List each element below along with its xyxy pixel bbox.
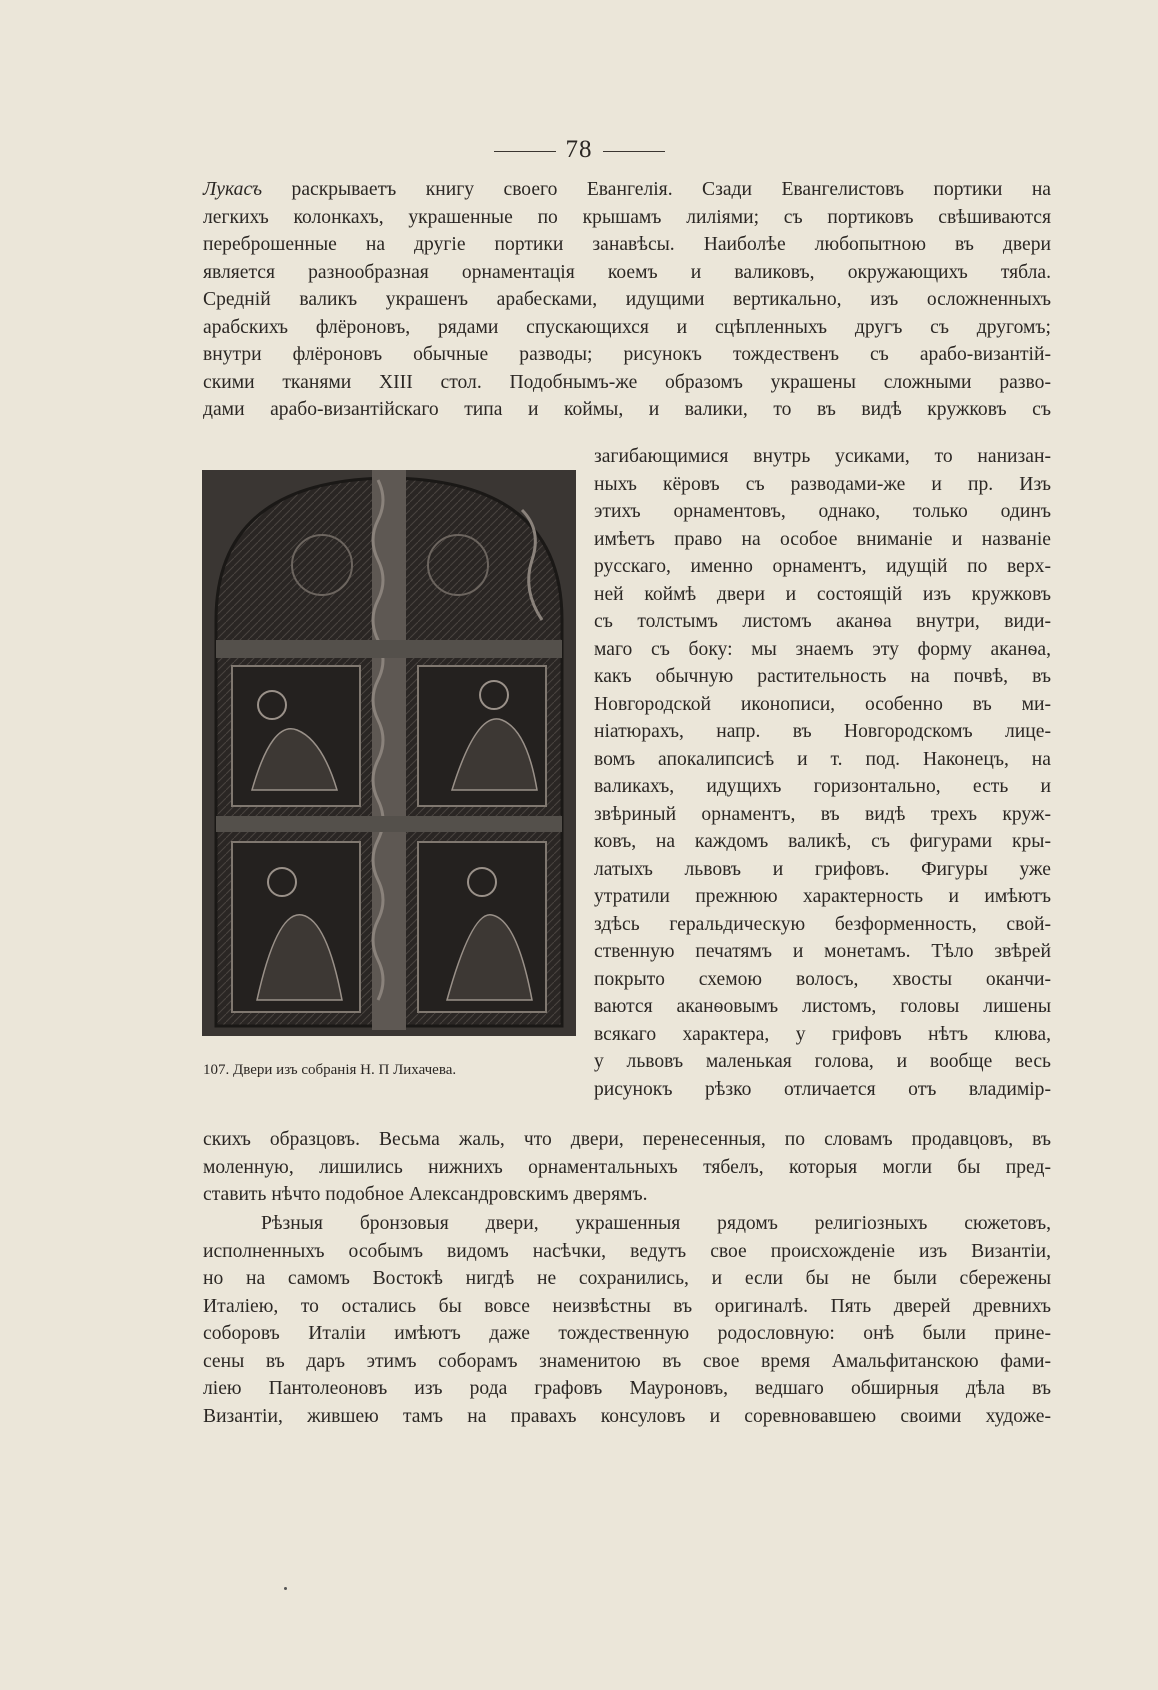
text-line: русскаго, именно орнаментъ, идущій по верх- <box>594 556 1051 577</box>
print-speck <box>284 1587 287 1590</box>
page-number <box>0 136 1158 164</box>
text-line: ваются аканѳовымъ листомъ, головы лишены <box>594 996 1051 1017</box>
right-column <box>594 443 1051 1103</box>
text-line: моленную, лишились нижнихъ орнаментальныхъ тябелъ, которыя могли бы пред- <box>203 1156 1051 1178</box>
text-line: арабскихъ флёроновъ, рядами спускающихся и сцѣпленныхъ другъ съ другомъ; <box>203 316 1051 338</box>
top-paragraph <box>203 176 1051 424</box>
text-line: легкихъ колонкахъ, украшенные по крышамъ лиліями; съ портиковъ свѣшиваются <box>203 206 1051 228</box>
page-number-text: 78 <box>565 136 593 163</box>
text-line-content: раскрываетъ книгу своего Евангелія. Сзади Евангелистовъ портики на <box>262 179 1051 200</box>
text-line: ніатюрахъ, напр. въ Новгородскомъ лицe- <box>594 721 1051 742</box>
text-line: скихъ образцовъ. Весьма жаль, что двери, перенесенныя, по словамъ продавцовъ, въ <box>203 1129 1051 1150</box>
text-line: ныхъ кёровъ съ разводами-же и пр. Изъ <box>594 473 1051 495</box>
text-line: здѣсь геральдическую безформенность, свой- <box>594 913 1051 935</box>
page-number-rule-right <box>603 151 665 152</box>
text-line: Византіи, жившею тамъ на правахъ консуловъ и соревновавшею своими художе- <box>203 1405 1051 1427</box>
text-line: сены въ даръ этимъ соборамъ знаменитою въ свое время Амальфитанскою фами- <box>203 1350 1051 1372</box>
figure-caption: 107. Двери изъ собранія Н. П Лихачева. <box>203 1062 457 1078</box>
text-line: этихъ орнаментовъ, однако, только одинъ <box>594 501 1051 522</box>
text-line: Италіею, то остались бы вовсе неизвѣстны въ оригиналѣ. Пять дверей древнихъ <box>203 1295 1051 1317</box>
text-line: у львовъ маленькая голова, и вообще весь <box>594 1051 1051 1072</box>
author-name: Лукасъ <box>203 179 263 200</box>
text-line: съ толстымъ листомъ аканѳа внутри, види- <box>594 611 1051 632</box>
text-line: рисунокъ рѣзко отличается отъ владимір- <box>594 1078 1051 1100</box>
text-line: ліею Пантолеоновъ изъ рода графовъ Мауроновъ, ведшаго обширныя дѣла въ <box>203 1378 1051 1399</box>
text-line: покрыто схемою волосъ, хвосты оканчи- <box>594 968 1051 990</box>
text-line: звѣриный орнаментъ, въ видѣ трехъ круж- <box>594 803 1051 825</box>
text-line: исполненныхъ особымъ видомъ насѣчки, ведутъ свое происхожденіе изъ Византіи, <box>203 1240 1051 1262</box>
text-line: является разнообразная орнаментація коемъ и валиковъ, окружающихъ тябла. <box>203 261 1051 283</box>
text-line: внутри флёроновъ обычные разводы; рисунокъ тождественъ съ арабо-византій- <box>203 344 1051 365</box>
text-line: ставить нѣчто подобное Александровскимъ дверямъ. <box>203 1184 648 1205</box>
text-line: ковъ, на каждомъ валикѣ, съ фигурами кры- <box>594 831 1051 852</box>
text-line: но на самомъ Востокѣ нигдѣ не сохранились, и если бы не были сбережены <box>203 1268 1051 1289</box>
text-line: скими тканями XIII стол. Подобнымъ-же образомъ украшены сложными разво- <box>203 371 1051 393</box>
page-number-rule-left <box>494 151 556 152</box>
text-line: Рѣзныя бронзовыя двери, украшенныя рядомъ религіозныхъ сюжетовъ, <box>261 1213 1051 1234</box>
middle-paragraph <box>203 1126 1051 1209</box>
text-line: латыхъ львовъ и грифовъ. Фигуры уже <box>594 858 1051 880</box>
text-line: утратили прежнюю характерность и имѣютъ <box>594 886 1051 907</box>
bottom-paragraph <box>203 1210 1051 1430</box>
text-line: Средній валикъ украшенъ арабесками, идущими вертикально, изъ осложненныхъ <box>203 289 1051 310</box>
text-line: маго съ боку: мы знаемъ эту форму аканѳа, <box>594 638 1051 660</box>
text-line <box>203 176 1051 204</box>
text-line: вомъ апокалипсисѣ и т. под. Наконецъ, на <box>594 748 1051 770</box>
text-line: имѣетъ право на особое вниманіе и названіе <box>594 528 1051 550</box>
text-line: дами арабо-византійскаго типа и коймы, и валики, то въ видѣ кружковъ съ <box>203 399 1051 420</box>
text-line: ственную печатямъ и монетамъ. Тѣло звѣрей <box>594 941 1051 962</box>
text-line: Новгородской иконописи, особенно въ ми- <box>594 693 1051 715</box>
text-line: какъ обычную растительность на почвѣ, въ <box>594 666 1051 687</box>
text-line: валикахъ, идущихъ горизонтально, есть и <box>594 776 1051 797</box>
figure-doors-image <box>202 470 576 1036</box>
text-line: ней коймѣ двери и состоящій изъ кружковъ <box>594 583 1051 605</box>
text-line: соборовъ Италіи имѣютъ даже тождественную родословную: онѣ были прине- <box>203 1323 1051 1344</box>
text-line: переброшенные на другіе портики занавѣсы. Наиболѣе любопытною въ двери <box>203 234 1051 255</box>
text-line: всякаго характера, у грифовъ нѣтъ клюва, <box>594 1023 1051 1045</box>
text-line: загибающимися внутрь усиками, то нанизан- <box>594 446 1051 467</box>
